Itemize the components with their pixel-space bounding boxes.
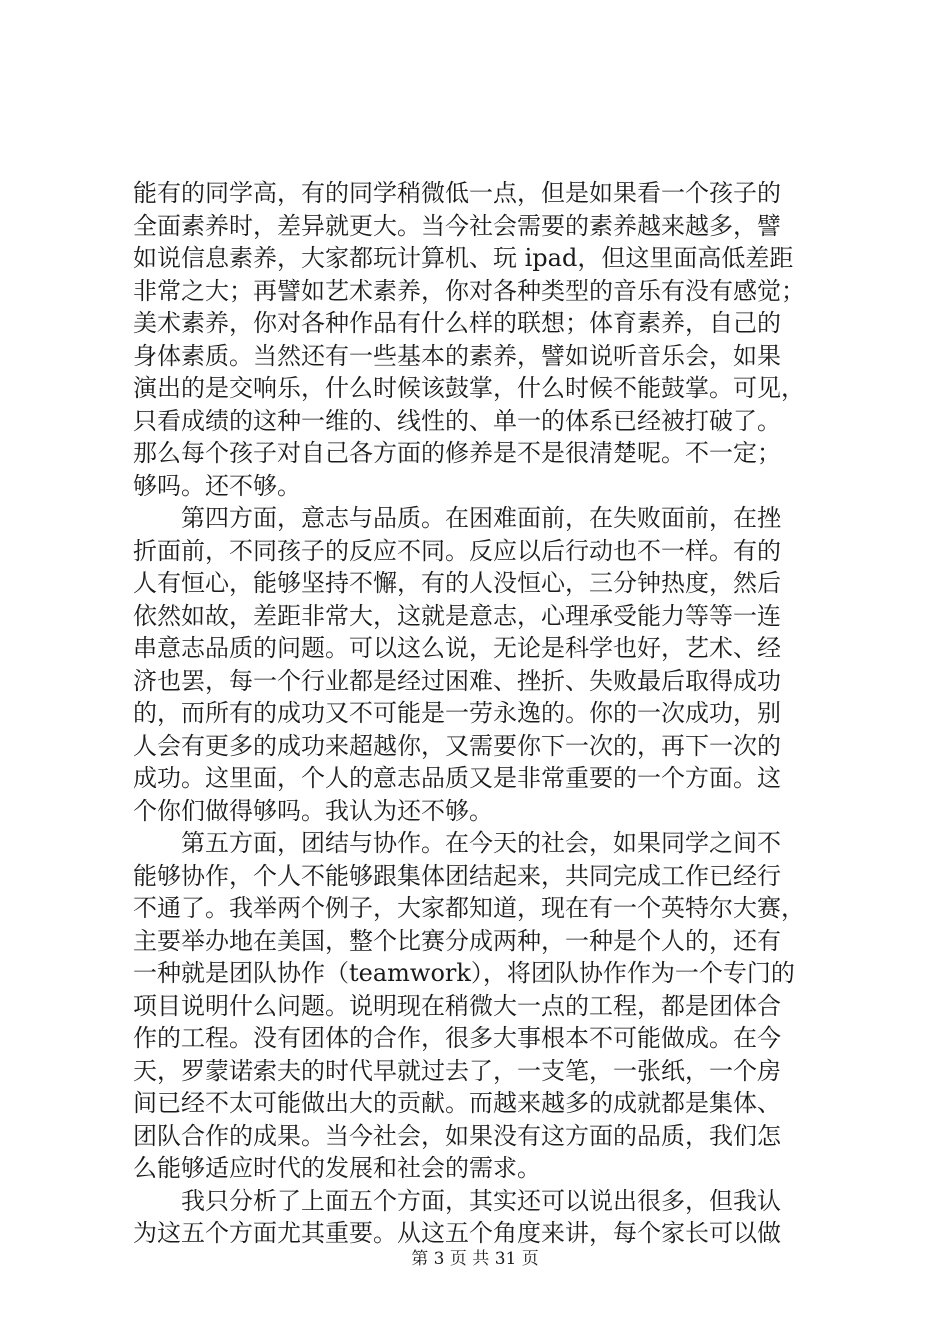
paragraph-1: 能有的同学高，有的同学稍微低一点，但是如果看一个孩子的 全面素养时，差异就更大。当今社会需要的素养越来越多，譬 如说信息素养，大家都玩计算机、玩 ipad，但这里面高低差距 非常之大；再譬如艺术素养，你对各种类型的音乐有没有感觉； 美术素养，你对各种作品有什么样的联想；体育素养，自己的 身体素质。当然还有一些基本的素养，譬如说听音乐会，如果 演出的是交响乐，什么时候该鼓掌，什么时候不能鼓掌。可见， 只看成绩的这种一维的、线性的、单一的体系已经被打破了。 那么每个孩子对自己各方面的修养是不是很清楚呢。不一定； 够吗。还不够。	[133, 179, 805, 500]
paragraph-3: 第五方面，团结与协作。在今天的社会，如果同学之间不 能够协作，个人不能够跟集体团结起来，共同完成工作已经行 不通了。我举两个例子，大家都知道，现在有一个英特尔大赛， 主要举办地在美国，整个比赛分成两种，一种是个人的，还有 一种就是团队协作（teamwork），将团队协作作为一个专门的 项目说明什么问题。说明现在稍微大一点的工程，都是团体合 作的工程。没有团体的合作，很多大事根本不可能做成。在今 天，罗蒙诺索夫的时代早就过去了，一支笔，一张纸，一个房 间已经不太可能做出大的贡献。而越来越多的成就都是集体、 团队合作的成果。当今社会，如果没有这方面的品质，我们怎 么能够适应时代的发展和社会的需求。	[133, 829, 805, 1182]
body-text	[133, 177, 833, 1250]
paragraph-2: 第四方面，意志与品质。在困难面前，在失败面前，在挫 折面前，不同孩子的反应不同。反应以后行动也不一样。有的 人有恒心，能够坚持不懈，有的人没恒心，三分钟热度，然后 依然如故，差距非常大，这就是意志，心理承受能力等等一连 串意志品质的问题。可以这么说，无论是科学也好，艺术、经 济也罢，每一个行业都是经过困难、挫折、失败最后取得成功 的，而所有的成功又不可能是一劳永逸的。你的一次成功，别 人会有更多的成功来超越你，又需要你下一次的，再下一次的 成功。这里面，个人的意志品质又是非常重要的一个方面。这 个你们做得够吗。我认为还不够。	[133, 504, 781, 825]
paragraph-4: 我只分析了上面五个方面，其实还可以说出很多，但我认 为这五个方面尤其重要。从这五个角度来讲，每个家长可以做	[133, 1186, 781, 1247]
page-number-footer: 第 3 页 共 31 页	[411, 1249, 539, 1269]
